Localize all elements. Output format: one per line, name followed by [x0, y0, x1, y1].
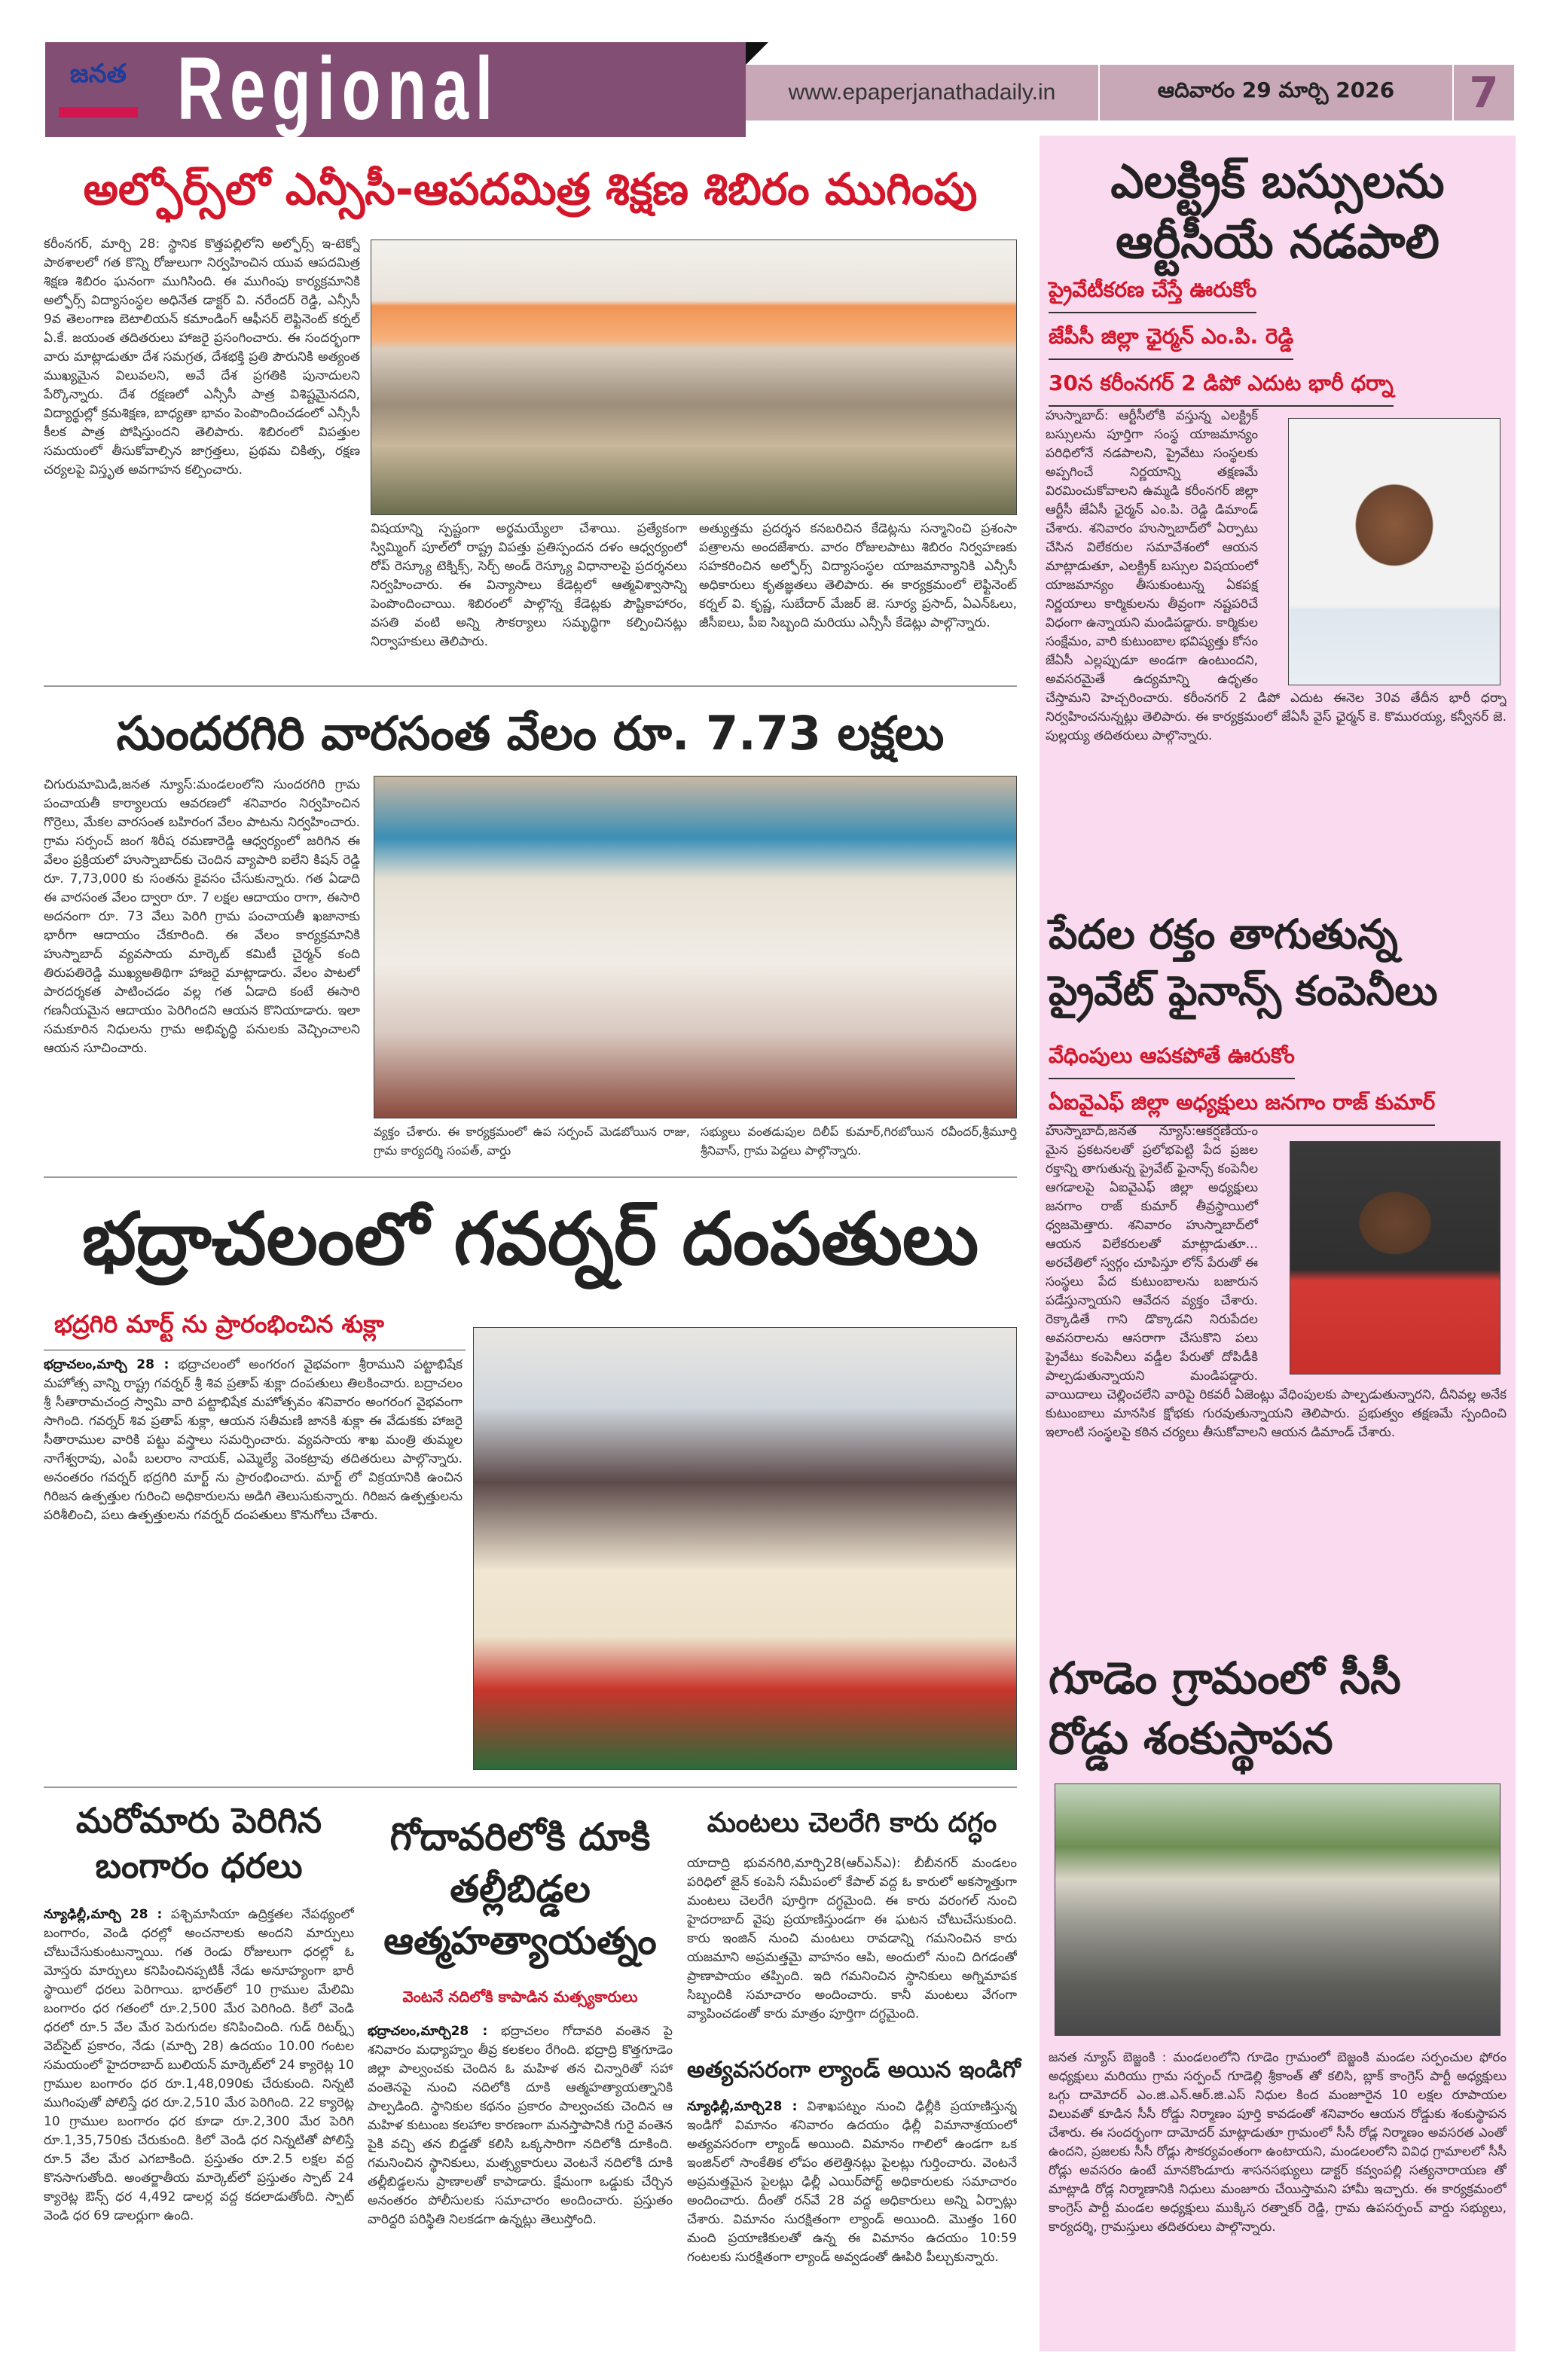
masthead: [45, 39, 746, 139]
article-road-body: జనత న్యూస్ బెజ్జంకి : మండలంలోని గూడెం గ్రామంలో బెజ్జంకి మండల సర్పంచుల ఫోరం అధ్యక్షులు మరియు గ్రామ సర్పంచ్ గూడెల్లి శ్రీకాంత్ తో కలిసి, బ్లాక్ కాంగ్రెస్ పార్టీ అధ్యక్షులు ఒగ్గు దామోదర్ ఎం.జి.ఎన్.ఆర్.జి.ఎస్ నిధుల కింద మంజూరైన 10 లక్షల రూపాయల విలువతో కూడిన సీసీ రోడ్డు నిర్మాణం పూర్తి కావడంతో శనివారం ఆయన రోడ్డుకు శంకుస్థాపన చేశారు. ఈ సందర్భంగా దామోదర్ మాట్లాడుతూ గ్రామంలో సీసీ రోడ్ల నిర్మాణం అవసరత ఎంతో ఉందని, ప్రజలకు సీసీ రోడ్లు సౌకర్యవంతంగా ఉంటాయని, మండలంలోని వివిధ గ్రామాలలో సీసీ రోడ్లు అవసరం ఉంటే మానకొండూరు శాసనసభ్యులు డాక్టర్ కవ్వంపల్లి సత్యనారాయణ తో మాట్లాడి రోడ్ల నిర్మాణానికి నిధులు మంజూరు చేయిస్తామని హామీ ఇచ్చారు. ఈ కార్యక్రమంలో కాంగ్రెస్ పార్టీ మండల అధ్యక్షులు ముక్కిస రత్నాకర్ రెడ్డి, గ్రామ ఉపసర్పంచ్ వార్డు సభ్యులు, కార్యదర్శి, గ్రామస్తులు తదితరులు పాల్గొన్నారు.: [1049, 2050, 1507, 2235]
subhead-godavari: వెంటనే నదిలోకి కాపాడిన మత్స్యకారులు: [402, 1988, 638, 2006]
article-text: హుస్నాబాద్: ఆర్టీసీలోకి వస్తున్న ఎలక్ట్రిక్ బస్సులను పూర్తిగా సంస్థ యాజమాన్యం పరిధిలోనే నడపాలని, ప్రైవేటు సంస్థలకు అప్పగించే నిర్ణయాన్ని తక్షణమే విరమించుకోవాలని ఉమ్మడి కరీంనగర్ జిల్లా ఆర్టీసీ జేఏసీ ఛైర్మన్ ఎం.పి. రెడ్డి డిమాండ్ చేశారు. శనివారం హుస్నాబాద్‌లో ఏర్పాటు చేసిన విలేకరుల సమావేశంలో ఆయన మాట్లాడుతూ, ఎలక్ట్రిక్ బస్సుల విషయంలో యాజమాన్యం తీసుకుంటున్న ఏకపక్ష నిర్ణయాలు కార్మికులను తీవ్రంగా నష్టపరిచే విధంగా ఉన్నాయని మండిపడ్డారు. కార్మికుల సంక్షేమం, వారి కుటుంబాల భవిష్యత్తు కోసం జేఏసీ ఎల్లప్పుడూ అండగా ఉంటుందని, అవసరమైతే ఉద్యమాన్ని ఉధృతం చేస్తామని హెచ్చరించారు. కరీంనగర్ 2 డిపో ఎదుట ఈనెల 30వ తేదీన భారీ ధర్నా నిర్వహించనున్నట్లు తెలిపారు. ఈ కార్యక్రమంలో జేఏసీ వైస్ ఛైర్మన్ కె. కొమురయ్య, కన్వీనర్ జె. పుల్లయ్య తదితరులు పాల్గొన్నారు.: [1046, 408, 1507, 743]
article-text: భద్రాచలం గోదావరి వంతెన పై శనివారం మధ్యాహ్నం తీవ్ర కలకలం రేగింది. భద్రాద్రి కొత్తగూడెం జిల్లా పాల్వంచకు చెందిన ఓ మహిళ తన చిన్నారితో సహా వంతెనపై నుంచి నదిలోకి దూకి ఆత్మహత్యాయత్నానికి పాల్పడింది. స్థానికుల కథనం ప్రకారం పాల్వంచకు చెందిన ఆ మహిళ కుటుంబ కలహాల కారణంగా మనస్తాపానికి గురై వంతెన పైకి వచ్చి తన బిడ్డతో కలిసి ఒక్కసారిగా నదిలోకి దూకింది. గమనించిన స్థానికులు, మత్స్యకారులు వెంటనే నదిలోకి దూకి తల్లీబిడ్డలను ప్రాణాలతో కాపాడారు. క్షేమంగా ఒడ్డుకు చేర్చిన అనంతరం పోలీసులకు సమాచారం అందించారు. ప్రస్తుతం వారిద్దరి పరిస్థితి నిలకడగా ఉన్నట్లు తెలుస్తోంది.: [368, 2024, 673, 2227]
headline-car-fire: మంటలు చెలరేగి కారు దగ్ధం: [707, 1808, 997, 1838]
article-rtc-body: [1046, 407, 1507, 889]
photo-spacer: [1258, 1122, 1507, 1382]
article-car-body: యాదాద్రి భువనగిరి,మార్చి28(ఆర్ఎన్ఎ): బీబీనగర్ మండలం పరిధిలో జైన్ కంపెనీ సమీపంలో కేపాల్ వద్ద ఓ కారులో అకస్మాత్తుగా మంటలు చెలరేగి పూర్తిగా దగ్ధమైంది. ఈ కారు వరంగల్ నుంచి హైదరాబాద్ వైపు ప్రయాణిస్తుండగా ఈ ఘటన చోటుచేసుకుంది. కారు ఇంజిన్ నుంచి మంటలు రావడాన్ని గమనించిన కారు యజమాని అప్రమత్తమై వాహనం ఆపి, అందులో నుంచి దిగడంతో ప్రాణాపాయం తప్పింది. ఇది గమనించిన స్థానికులు అగ్నిమాపక సిబ్బందికి సమాచారం అందించారు. కానీ మంటలు వేగంగా వ్యాపించడంతో కారు మాత్రం పూర్తిగా దగ్ధమైంది.: [687, 1856, 1017, 2021]
headline-finance-line1: పేదల రక్తం తాగుతున్న: [1049, 911, 1398, 958]
rtc-subhead: జేపీసీ జిల్లా ఛైర్మన్ ఎం.పి. రెడ్డి: [1049, 324, 1293, 360]
governor-event-photo: [473, 1327, 1017, 1770]
headline-ncc: అల్ఫోర్స్‌లో ఎన్సీసీ-ఆపదమిత్ర శిక్షణ శిబిరం ముగింపు: [83, 163, 978, 215]
rtc-subhead: ప్రైవేటీకరణ చేస్తే ఊరుకోం: [1049, 277, 1256, 313]
dateline: భద్రాచలం,మార్చి 28 :: [44, 1357, 169, 1372]
dateline: న్యూఢిల్లీ,మార్చి28 :: [687, 2099, 798, 2114]
ncc-camp-photo: [371, 240, 1017, 515]
santha-auction-photo: [374, 776, 1017, 1118]
article-text: పశ్చిమాసియా ఉద్రిక్తతల నేపథ్యంలో బంగారం, వెండి ధరల్లో అంచనాలకు అందని మార్పులు చోటుచేసుకుంటున్నాయి. గత రెండు రోజులుగా ధరల్లో ఓ మోస్తరు మార్పులు కనిపించినప్పటికీ నేడు అనూహ్యంగా భారీ స్థాయిలో ధరలు పెరిగాయి. భారత్‌లో 10 గ్రాముల మేలిమి బంగారం ధర గతంలో రూ.2,500 మేర పెరిగింది. కిలో వెండి ధరలో రూ.5 వేల మేర పెరుగుదల కనిపించింది. గుడ్ రిటర్న్స్ వెబ్‌సైట్ ప్రకారం, నేడు (మార్చి 28) ఉదయం 10.00 గంటల సమయంలో హైదరాబాద్ బులియన్ మార్కెట్‌లో 24 క్యారెట్ల 10 గ్రాముల బంగారం ధర రూ.1,48,090కు చేరుకుంది. నిన్నటి ముగింపుతో పోలిస్తే ధర రూ.2,510 మేర పెరిగింది. 22 క్యారెట్ల 10 గ్రాముల బంగారం ధర కూడా రూ.2,300 మేర పెరిగి రూ.1,35,750కు చేరుకుంది. కిలో వెండి ధర నిన్నటితో పోలిస్తే రూ.5 వేల మేర ఎగబాకింది. ప్రస్తుతం రూ.2.5 లక్షల వద్ద కొనసాగుతోంది. అంతర్జాతీయ మార్కెట్‌లో ప్రస్తుతం స్పాట్ 24 క్యారెట్ల ఔన్స్ ధర 4,492 డాలర్ల వద్ద కదలాడుతోంది. స్పాట్ వెండి ధర 69 డాలర్లుగా ఉంది.: [44, 1907, 354, 2223]
headline-road-line2: రోడ్డు శంకుస్థాపన: [1049, 1713, 1333, 1764]
section-title: Regional: [177, 39, 499, 139]
article-text: విశాఖపట్నం నుంచి ఢిల్లీకి ప్రయాణిస్తున్న ఇండిగో విమానం శనివారం ఉదయం ఢిల్లీ విమానాశ్రయంలో అత్యవసరంగా ల్యాండ్ అయింది. విమానం గాలిలో ఉండగా ఒక ఇంజిన్‌లో సాంకేతిక లోపం తలెత్తినట్లు పైలట్లు గుర్తించారు. వెంటనే అప్రమత్తమైన పైలట్లు ఢిల్లీ ఎయిర్‌పోర్ట్ అధికారులకు సమాచారం అందించారు. దీంతో రన్‌వే 28 వద్ద అధికారులు అన్ని ఏర్పాట్లు చేశారు. విమానం సురక్షితంగా ల్యాండ్ అయింది. మొత్తం 160 మంది ప్రయాణికులతో ఉన్న ఈ విమానం ఉదయం 10:59 గంటలకు సురక్షితంగా ల్యాండ్ అవ్వడంతో ఊపిరి పీల్చుకున్నారు.: [687, 2099, 1017, 2265]
finance-subheads: [1049, 1043, 1501, 1126]
photo-spacer: [1258, 407, 1507, 689]
article-ncc-body-col3: అత్యుత్తమ ప్రదర్శన కనబరిచిన కేడెట్లను సన్మానించి ప్రశంసా పత్రాలను అందజేశారు. వారం రోజులపాటు శిబిరం నిర్వహణకు సహకరించిన అల్ఫోర్స్ విద్యాసంస్థల యాజమాన్యానికి ఎన్సీసీ అధికారులు కృతజ్ఞతలు తెలిపారు. ఈ కార్యక్రమంలో లెఫ్టినెంట్ కర్నల్ వి. కృష్ణ, సుబేదార్ మేజర్ జె. సూర్య ప్రసాద్, ఏఎన్ఓలు, జీసీఐలు, పీఐ సిబ్బంది మరియు ఎన్సీసీ కేడెట్లు పాల్గొన్నారు.: [699, 521, 1017, 630]
divider: [44, 1787, 1017, 1788]
dateline: భద్రాచలం,మార్చి28 :: [368, 2024, 488, 2039]
header-strip: [746, 65, 1514, 121]
headline-gold: మరోమారు పెరిగిన బంగారం ధరలు: [75, 1800, 322, 1886]
finance-subhead: ఏఐవైఎఫ్ జిల్లా అధ్యక్షులు జనగాం రాజ్ కుమార్: [1049, 1090, 1435, 1126]
article-godavari-body: [368, 2022, 673, 2351]
janatha-logo: [59, 59, 138, 127]
divider: [44, 685, 1017, 687]
article-ncc-body-col2: విషయాన్ని స్పష్టంగా అర్థమయ్యేలా చేశాయి. ప్రత్యేకంగా స్విమ్మింగ్ పూల్‌లో రాష్ట్ర విపత్తు ప్రతిస్పందన దళం ఆధ్వర్యంలో రోప్ రెస్క్యూ టెక్నిక్స్, సెర్చ్ అండ్ రెస్క్యూ విధానాలపై ప్రదర్శనలు నిర్వహించారు. ఈ విన్యాసాలు కేడెట్లలో ఆత్మవిశ్వాసాన్ని పెంపొందించాయి. శిబిరంలో పాల్గొన్న కేడెట్లకు పౌష్టికాహారం, వసతి వంటి అన్ని సౌకర్యాలు సమృద్ధిగా కల్పించినట్లు నిర్వాహకులు తెలిపారు.: [371, 521, 687, 649]
article-gold-body: [44, 1906, 354, 2351]
subhead-governor: భద్రగిరి మార్ట్ ను ప్రారంభించిన శుక్లా: [54, 1310, 384, 1338]
headline-indigo: అత్యవసరంగా ల్యాండ్ అయిన ఇండిగో: [687, 2057, 1021, 2083]
article-ncc-body: కరీంనగర్, మార్చి 28: స్థానిక కొత్తపల్లిలోని అల్ఫోర్స్ ఇ-టెక్నో పాఠశాలలో గత కొన్ని రోజులుగా నిర్వహించిన యువ ఆపదమిత్ర శిక్షణ శిబిరం ఘనంగా ముగిసింది. ఈ ముగింపు కార్యక్రమానికి అల్ఫోర్స్ విద్యాసంస్థల అధినేత డాక్టర్ వి. నరేందర్ రెడ్డి, ఎన్సీసీ 9వ తెలంగాణ బెటాలియన్ కమాండింగ్ ఆఫీసర్ లెఫ్టినెంట్ కర్నల్ ఏ.కే. జయంత తదితరులు హాజరై ప్రసంగించారు. ఈ సందర్భంగా వారు మాట్లాడుతూ దేశ సమగ్రత, దేశభక్తి ప్రతి పౌరునికి అత్యంత ముఖ్యమైన విలువలని, అవే దేశ ప్రగతికి పునాదులని పేర్కొన్నారు. దేశ రక్షణలో ఎన్సీసీ పాత్ర విశిష్టమైనదని, విద్యార్థుల్లో క్రమశిక్షణ, బాధ్యతా భావం పెంపొందించడంలో ఎన్సీసీ కీలక పాత్ర పోషిస్తుందని తెలిపారు. శిబిరంలో విపత్తుల సమయంలో తీసుకోవాల్సిన జాగ్రత్తలు, ప్రథమ చికిత్స, రక్షణ చర్యలపై విస్తృత అవగాహన కల్పించారు.: [44, 236, 360, 478]
website-url[interactable]: www.epaperjanathadaily.in: [746, 65, 1100, 121]
article-indigo-body: [687, 2098, 1017, 2351]
headline-finance-line2: ప్రైవేట్ ఫైనాన్స్ కంపెనీలు: [1049, 967, 1438, 1015]
header-corner-triangle: [746, 42, 768, 65]
cc-road-photo: [1055, 1783, 1501, 2036]
article-santha-body: చిగురుమామిడి,జనత న్యూస్:మండలంలోని సుందరగిరి గ్రామ పంచాయతీ కార్యాలయ ఆవరణలో శనివారం నిర్వహించిన గొర్రెలు, మేకల వారసంత బహిరంగ వేలం పాటను నిర్వహించారు. గ్రామ సర్పంచ్ జంగ శిరీష రమణారెడ్డి ఆధ్వర్యంలో జరిగిన ఈ వేలం ప్రక్రియలో హుస్నాబాద్‌కు చెందిన వ్యాపారి ఐలేని కిషన్ రెడ్డి రూ. 7,73,000 కు సంతను కైవసం చేసుకున్నారు. గత ఏడాది ఈ వారసంత వేలం ద్వారా రూ. 7 లక్షల ఆదాయం రాగా, ఈసారి అదనంగా రూ. 73 వేలు పెరిగి గ్రామ పంచాయతీ ఖజానాకు భారీగా ఆదాయం చేకూరింది. ఈ వేలం కార్యక్రమానికి హుస్నాబాద్ వ్యవసాయ మార్కెట్ కమిటీ చైర్మన్ కంది తిరుపతిరెడ్డి ముఖ్యఅతిథిగా హాజరై మాట్లాడారు. వేలం పాటలో పారదర్శకత పాటించడం వల్ల గత ఏడాది కంటే ఈసారి గణనీయమైన ఆదాయం పెరిగిందని ఆయన కొనియాడారు. ఇలా సమకూరిన నిధులను గ్రామ అభివృద్ధి పనులకు వెచ్చించాలని ఆయన సూచించారు.: [44, 777, 360, 1056]
headline-road-line1: గూడెం గ్రామంలో సీసీ: [1049, 1652, 1401, 1704]
article-governor-body: [44, 1356, 463, 1762]
headline-governor: భద్రాచలంలో గవర్నర్ దంపతులు: [81, 1197, 979, 1281]
page-number: 7: [1469, 68, 1499, 117]
logo-text: జనత: [69, 59, 127, 89]
finance-subhead: వేధింపులు ఆపకపోతే ఊరుకోం: [1049, 1043, 1295, 1079]
article-text: భద్రాచలంలో అంగరంగ వైభవంగా శ్రీరాముని పట్టాభిషేక మహోత్స వాన్ని రాష్ట్ర గవర్నర్ శ్రీ శివ ప్రతాప్ శుక్లా దంపతులు తిలకించారు. బద్రాచలం శ్రీ సీతారామచంద్ర స్వామి వారి పట్టాభిషేక మహోత్సవం శనివారం అంగరంగ వైభవంగా సాగింది. గవర్నర్ శివ ప్రతాప్ శుక్లా, ఆయన సతీమణి జానకి శుక్లా ఈ వేడుకకు హాజరై సీతారాముల వారికి పట్టు వస్త్రాలు సమర్పించారు. వ్యవసాయ శాఖ మంత్రి తుమ్మల నాగేశ్వరావు, ఎంపీ బలరాం నాయక్, ఎమ్మెల్యే వెంకట్రావు తదితరులు పాల్గొన్నారు. అనంతరం గవర్నర్ భద్రగిరి మార్ట్ ను ప్రారంభించారు. మార్ట్ లో విక్రయానికి ఉంచిన గిరిజన ఉత్పత్తుల గురించి అధికారులను అడిగి తెలుసుకున్నారు. గిరిజన ఉత్పత్తులను పరిశీలించి, పలు ఉత్పత్తులను గవర్నర్ దంపతులు కొనుగోలు చేశారు.: [44, 1357, 463, 1523]
rtc-subhead: 30న కరీంనగర్ 2 డిపో ఎదుట భారీ ధర్నా: [1049, 371, 1394, 407]
headline-rtc-line2: ఆర్టీసీయే నడపాలి: [1116, 214, 1439, 269]
headline-godavari: గోదావరిలోకి దూకి తల్లీబిడ్డల ఆత్మహత్యాయత్నం: [383, 1815, 657, 1963]
santha-caption-1: వ్యక్తం చేశారు. ఈ కార్యక్రమంలో ఉప సర్పంచ్ మెడబోయిన రాజు, గ్రామ కార్యదర్శి సంపత్, వార్డు: [374, 1124, 690, 1158]
divider: [44, 1176, 1017, 1178]
santha-caption-2: సభ్యులు వంతడుపుల దిలీప్ కుమార్,గిరబోయిన రవీందర్,శ్రీమూర్తి శ్రీనివాస్, గ్రామ పెద్దలు పాల్గొన్నారు.: [701, 1124, 1017, 1158]
headline-santha: సుందరగిరి వారసంత వేలం రూ. 7.73 లక్షలు: [116, 706, 945, 761]
article-finance-body: [1046, 1122, 1507, 1634]
rtc-subheads: [1049, 277, 1501, 407]
article-text: హుస్నాబాద్,జనత న్యూస్:ఆకర్షణీయ-ంమైన ప్రకటనలతో ప్రలోభపెట్టి పేద ప్రజల రక్తాన్ని తాగుతున్న ప్రైవేట్ ఫైనాన్స్ కంపెనీల ఆగడాలపై ఏఐవైఎఫ్ జిల్లా అధ్యక్షులు జనగాం రాజ్ కుమార్ తీవ్రస్థాయిలో ధ్వజమెత్తారు. శనివారం హుస్నాబాద్‌లో ఆయన విలేకరులతో మాట్లాడుతూ... అరచేతిలో స్వర్గం చూపిస్తూ లోన్ పేరుతో ఈ సంస్థలు పేద కుటుంబాలను బజారున పడేస్తున్నాయని ఆవేదన వ్యక్తం చేశారు. రెక్కాడితే గాని డొక్కాడని నిరుపేదల అవసరాలను ఆసరాగా చేసుకొని పలు ప్రైవేటు కంపెనీలు వడ్డీల పేరుతో దోపిడీకి పాల్పడుతున్నాయని మండిపడ్డారు. వాయిదాలు చెల్లించలేని వారిపై రికవరీ ఏజెంట్లు వేధింపులకు పాల్పడుతున్నారని, దీనివల్ల అనేక కుటుంబాలు మానసిక క్షోభకు గురవుతున్నాయని తెలిపారు. ప్రభుత్వం తక్షణమే స్పందించి ఇలాంటి సంస్థలపై కఠిన చర్యలు తీసుకోవాలని ఆయన డిమాండ్ చేశారు.: [1046, 1124, 1507, 1440]
issue-date: ఆదివారం 29 మార్చి 2026: [1100, 65, 1454, 121]
headline-rtc-line1: ఎలక్ట్రిక్ బస్సులను: [1110, 154, 1445, 209]
dateline: న్యూఢిల్లీ,మార్చి 28 :: [44, 1907, 163, 1922]
